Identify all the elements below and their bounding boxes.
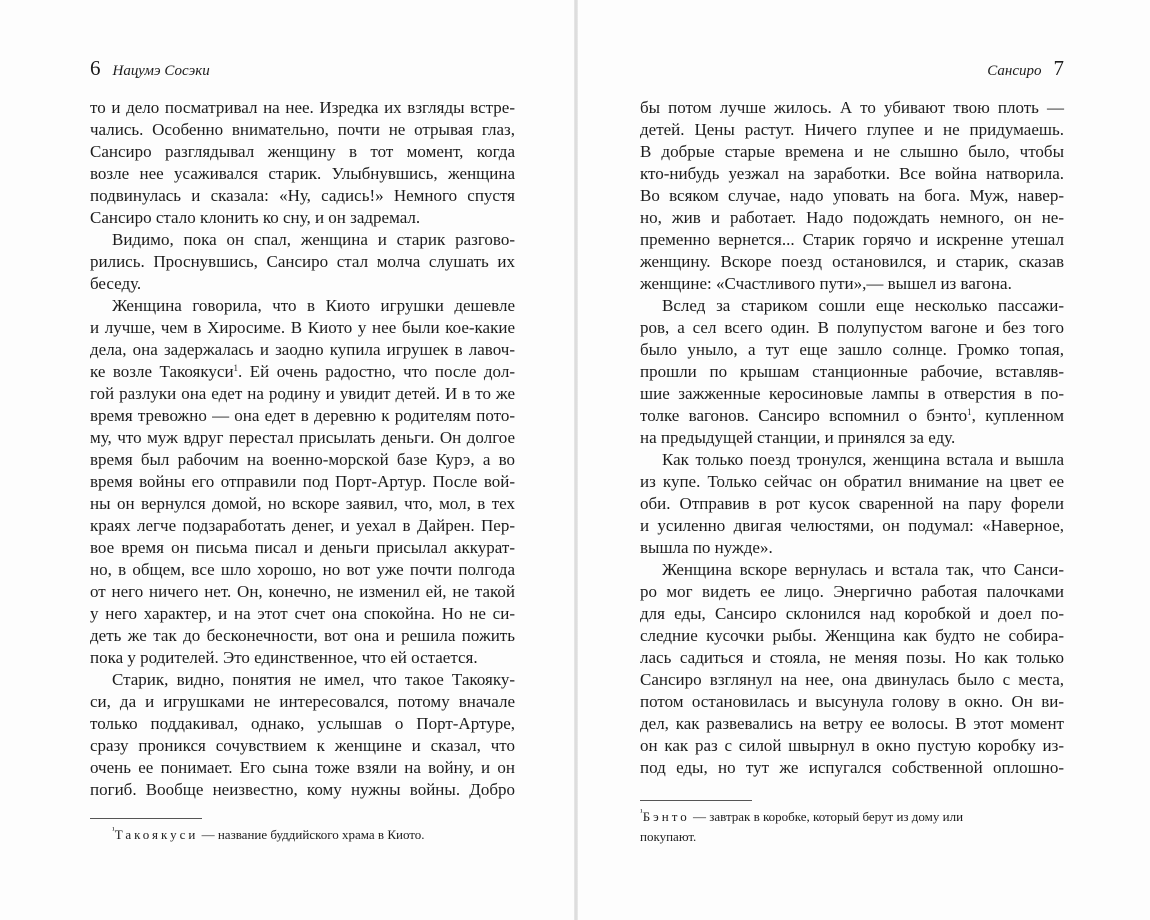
text-line: дела, она задержалась и заодно купила игрушек в лавоч-: [90, 340, 515, 359]
text-line: му, что муж вдруг перестал присылать деньги. Он долгое: [90, 428, 515, 447]
text-line: си, да и игрушками не интересовался, потому вначале: [90, 692, 515, 711]
footnote-term: Бэнто: [642, 809, 690, 824]
text-line: Как только поезд тронулся, женщина встала и вышла: [662, 450, 1064, 469]
text-line: но, в общем, все шло хорошо, но вот уже почти полгода: [90, 560, 515, 579]
text-line: Женщина говорила, что в Киото игрушки дешевле: [112, 296, 515, 315]
left-footnote: [112, 825, 512, 845]
text-line: Во всяком случае, надо уповать на бога. Муж, навер-: [640, 186, 1064, 205]
text-line: Женщина вскоре вернулась и встала так, что Санси-: [662, 560, 1064, 579]
left-page-header: [90, 56, 210, 82]
text-line: женщине: «Счастливого пути»,— вышел из вагона.: [640, 274, 1012, 293]
right-page-header: [987, 56, 1064, 82]
text-line: ке возле Такоякуси$^1$. Ей очень радостно, что после дол-: [90, 362, 515, 381]
footnote-text: — завтрак в коробке, который берут из дому или: [689, 809, 964, 824]
right-footnote: [640, 807, 1064, 847]
text-line: время тревожно — она едет в деревню к родителям пото-: [90, 406, 515, 425]
footnote-line: [112, 825, 512, 845]
text-line: но, жив и работает. Надо подождать немного, он не-: [640, 208, 1064, 227]
text-line: следние кусочки рыбы. Женщина как будто не собира-: [640, 626, 1064, 645]
text-line: из купе. Только сейчас он обратил внимание на цвет ее: [640, 472, 1064, 491]
text-line: Сансиро разглядывал женщину в тот момент, когда: [90, 142, 515, 161]
page-number: 7: [1053, 56, 1064, 80]
text-line: Сансиро взглянул на нее, она двинулась было с места,: [640, 670, 1064, 689]
text-line: краях легче подзаработать денег, и уехал в Дайрен. Пер-: [90, 516, 515, 535]
text-line: очень ее понимает. Его сына тоже взяли на войну, и он: [90, 758, 515, 777]
text-line: беседу.: [90, 274, 142, 293]
footnote-ref: 1: [233, 363, 239, 373]
text-line: на предыдущей станции, и принялся за еду.: [640, 428, 956, 447]
text-line: ны он вернулся домой, но вскоре заявил, что, мол, в тех: [90, 494, 515, 513]
text-line: женщину. Вскоре поезд остановился, и старик, сказав: [640, 252, 1064, 271]
text-line: пременно вернется... Старик горячо и искренне утешал: [640, 230, 1064, 249]
text-line: сразу проникся сочувствием к женщине и сказал, что: [90, 736, 515, 755]
right-page-body-text: [640, 97, 1064, 779]
footnote-ref: 1: [967, 407, 972, 417]
text-line: он как раз с силой швырнул в окно пустую коробку из-: [640, 736, 1064, 755]
text-line: ров, а сел всего один. В полупустом вагоне и без того: [640, 318, 1064, 337]
footnote-text: — название буддийского храма в Киото.: [198, 827, 425, 842]
text-line: ро мог видеть ее лицо. Энергично работая палочками: [640, 582, 1064, 601]
text-line: потом остановилась и высунула голову в окно. Он ви-: [640, 692, 1064, 711]
footnote-line: [640, 807, 1064, 827]
text-line: кто-нибудь уезжал на заработки. Все война натворила.: [640, 164, 1064, 183]
text-line: лась садиться и стояла, не меняя позы. Но как только: [640, 648, 1064, 667]
left-page-body-text: [90, 97, 515, 801]
text-line: толке вагонов. Сансиро вспомнил о бэнто$^1$, купленном: [640, 406, 1064, 425]
running-head-title: Сансиро: [987, 63, 1042, 79]
text-line: для еды, Сансиро склонился над коробкой и доел по-: [640, 604, 1064, 623]
text-line: только поддакивал, однако, услышав о Порт-Артуре,: [90, 714, 515, 733]
text-line: погиб. Вообще неизвестно, кому нужны войны. Добро: [90, 780, 515, 799]
text-line: бы потом лучше жилось. А то убивают твою плоть —: [640, 98, 1064, 117]
text-line: дел, как развевались на ветру ее волосы. В этот момент: [640, 714, 1064, 733]
text-line: гой разлуки она едет на родину и увидит детей. И в то же: [90, 384, 515, 403]
running-head-author: Нацумэ Сосэки: [112, 63, 210, 79]
text-line: то и дело посматривал на нее. Изредка их взгляды встре-: [90, 98, 515, 117]
text-line: рились. Проснувшись, Сансиро стал молча слушать их: [90, 252, 515, 271]
text-line: детей. Цены растут. Ничего глупее и не придумаешь.: [640, 120, 1064, 139]
text-line: Видимо, пока он спал, женщина и старик разгово-: [112, 230, 515, 249]
footnote-line: покупают.: [640, 829, 697, 844]
text-line: под еды, но тут же испугался собственной оплошно-: [640, 758, 1064, 777]
footnote-marker: ¹: [640, 807, 643, 817]
text-line: В добрые старые времена и не слышно было, чтобы: [640, 142, 1064, 161]
text-line: вое время он письма писал и деньги присылал аккурат-: [90, 538, 515, 557]
footnote-rule: [90, 818, 202, 819]
text-line: чались. Особенно внимательно, почти не отрывая глаз,: [90, 120, 515, 139]
page-number: 6: [90, 56, 101, 80]
text-line: от него ничего нет. Он, конечно, не изменил ей, не такой: [90, 582, 515, 601]
text-line: было уныло, а тут еще зашло солнце. Громко топая,: [640, 340, 1064, 359]
text-line: Вслед за стариком сошли еще несколько пассажи-: [662, 296, 1064, 315]
text-line: Старик, видно, понятия не имел, что такое Такояку-: [112, 670, 515, 689]
text-line: и лучше, чем в Хиросиме. В Киото у нее были кое-какие: [90, 318, 515, 337]
text-line: подвинулась и сказала: «Ну, садись!» Немного спустя: [90, 186, 515, 205]
text-line: оби. Отправив в рот кусок сваренной на пару форели: [640, 494, 1064, 513]
text-line: пока у родителей. Это единственное, что ей остается.: [90, 648, 478, 667]
text-line: шие зажженные керосиновые лампы в отверстия в по-: [640, 384, 1064, 403]
text-line: время войны его отправили под Порт-Артур. После вой-: [90, 472, 515, 491]
text-line: Сансиро стало клонить ко сну, и он задремал.: [90, 208, 421, 227]
left-page: [0, 0, 574, 920]
text-line: у него характер, и на этот счет она спокойна. Но не си-: [90, 604, 515, 623]
text-line: вышла по нужде».: [640, 538, 773, 557]
text-line: прошли по крышам станционные рабочие, вставляв-: [640, 362, 1064, 381]
right-page: [578, 0, 1150, 920]
text-line: и усиленно двигая челюстями, он подумал: «Наверное,: [640, 516, 1064, 535]
footnote-rule: [640, 800, 752, 801]
text-line: время был рабочим на военно-морской базе Курэ, а во: [90, 450, 515, 469]
footnote-term: Такоякуси: [114, 827, 199, 842]
text-line: деть же так до бесконечности, вот она и решила пожить: [90, 626, 515, 645]
text-line: возле нее усаживался старик. Улыбнувшись, женщина: [90, 164, 515, 183]
footnote-marker: ¹: [112, 825, 115, 835]
